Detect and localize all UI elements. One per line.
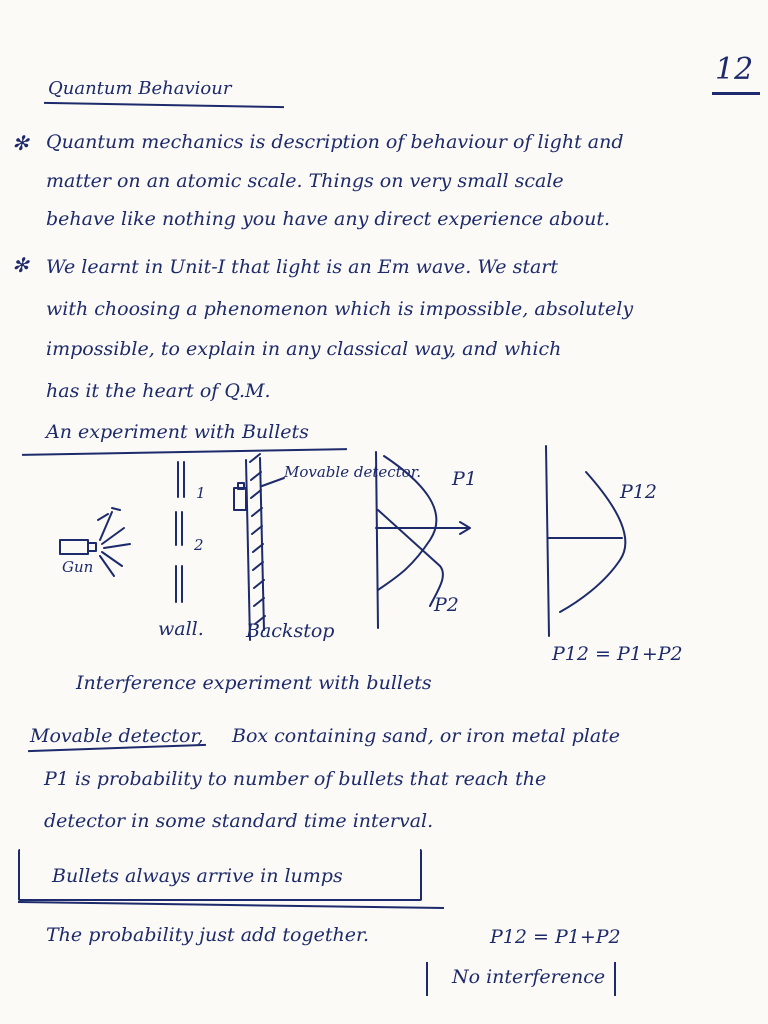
section-heading: An experiment with Bullets — [46, 421, 309, 443]
p1-definition-line-2: detector in some standard time interval. — [44, 810, 434, 832]
no-interference-box — [426, 962, 616, 996]
sum-equation: P12 = P1+P2 — [552, 643, 683, 665]
wall-label: wall. — [158, 618, 204, 640]
lumps-statement: Bullets always arrive in lumps — [52, 865, 343, 887]
bullet-star-icon: ✻ — [12, 131, 29, 155]
page-title: Quantum Behaviour — [48, 78, 232, 99]
gun-label: Gun — [62, 558, 94, 576]
p12-label: P12 — [620, 481, 657, 503]
movable-detector-icon — [234, 478, 284, 510]
backstop-label: Backstop — [246, 620, 335, 642]
text-line-7: has it the heart of Q.M. — [46, 380, 271, 402]
p2-label: P2 — [434, 594, 459, 616]
text-line-3: behave like nothing you have any direct experience about. — [46, 208, 611, 230]
text-line-5: with choosing a phenomenon which is impossible, absolutely — [46, 298, 634, 320]
bullet-star-icon: ✻ — [12, 253, 29, 277]
backstop — [246, 454, 265, 640]
no-interference-label: No interference — [452, 966, 606, 988]
movable-detector-definition: Box containing sand, or iron metal plate — [232, 725, 621, 747]
text-line-2: matter on an atomic scale. Things on very small scale — [46, 170, 564, 192]
text-line-1: Quantum mechanics is description of behaviour of light and — [46, 131, 624, 153]
slit-2-label: 2 — [194, 536, 204, 554]
wall-with-slits — [176, 462, 184, 602]
p12-plot — [546, 446, 625, 636]
lumps-box — [18, 849, 422, 901]
movable-detector-label: Movable detector. — [284, 463, 421, 481]
add-equation: P12 = P1+P2 — [490, 926, 621, 948]
text-line-4: We learnt in Unit-I that light is an Em wave. We start — [46, 256, 559, 278]
text-line-6: impossible, to explain in any classical way, and which — [46, 338, 562, 360]
p1-label: P1 — [452, 468, 477, 490]
add-statement: The probability just add together. — [46, 924, 370, 946]
movable-detector-term: Movable detector, — [30, 725, 204, 747]
p1-definition-line-1: P1 is probability to number of bullets that reach the — [44, 768, 547, 790]
page-number: 12 — [715, 52, 754, 87]
figure-caption: Interference experiment with bullets — [76, 672, 432, 694]
slit-1-label: 1 — [196, 484, 206, 502]
